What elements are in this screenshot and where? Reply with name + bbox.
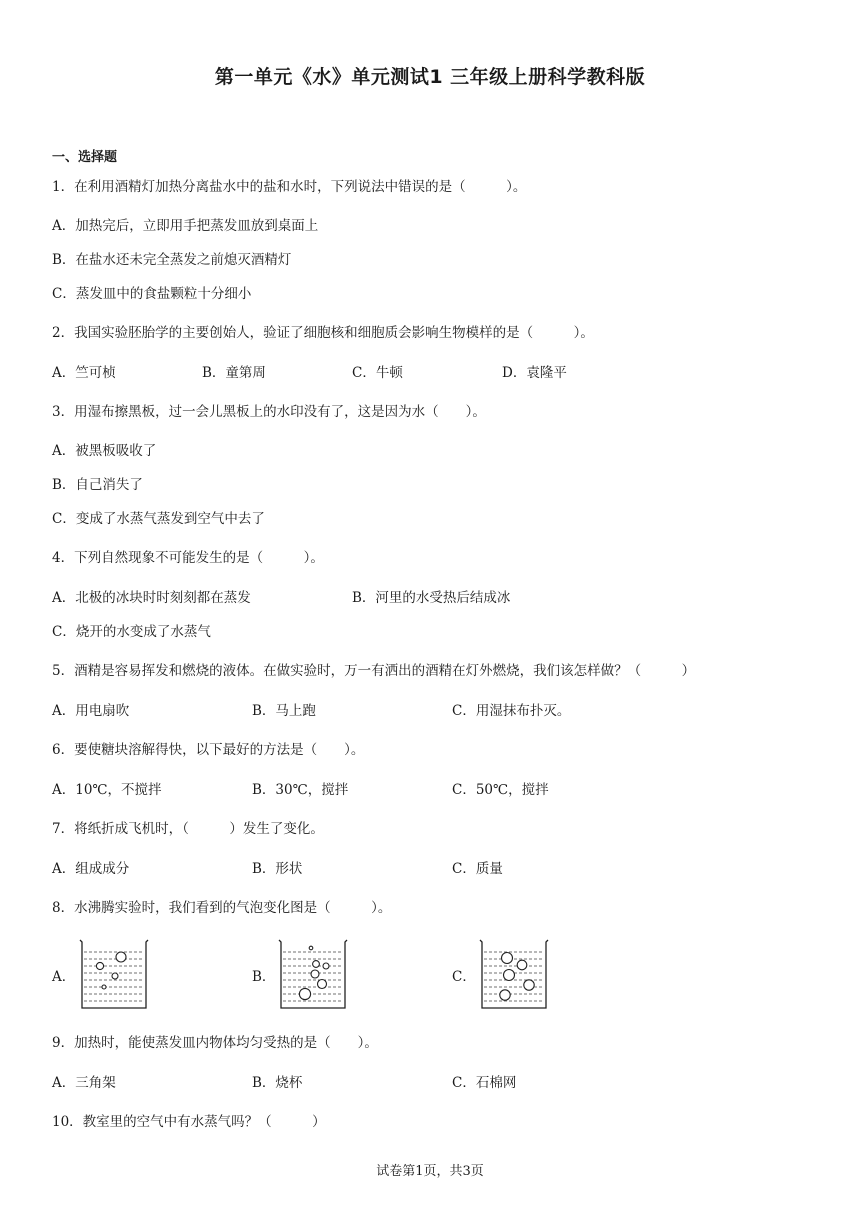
question-7-option-a[interactable]: A．组成成分 (52, 861, 130, 877)
question-9-option-c[interactable]: C．石棉网 (452, 1075, 517, 1091)
question-7-stem: 7．将纸折成飞机时，（ ）发生了变化。 (52, 821, 324, 837)
question-1-option-c[interactable]: C．蒸发皿中的食盐颗粒十分细小 (52, 286, 252, 302)
question-1-option-b[interactable]: B．在盐水还未完全蒸发之前熄灭酒精灯 (52, 252, 292, 268)
question-5-option-b[interactable]: B．马上跑 (252, 703, 316, 719)
question-8-option-a[interactable]: A． (52, 969, 76, 985)
question-4-option-a[interactable]: A．北极的冰块时时刻刻都在蒸发 (52, 590, 251, 606)
question-7-option-b[interactable]: B．形状 (252, 861, 303, 877)
question-3-option-c[interactable]: C．变成了水蒸气蒸发到空气中去了 (52, 511, 265, 527)
question-8-stem: 8．水沸腾实验时，我们看到的气泡变化图是（ ）。 (52, 900, 392, 916)
question-6-option-b[interactable]: B．30℃，搅拌 (252, 782, 349, 798)
question-8-option-c[interactable]: C． (452, 969, 476, 985)
question-8-option-b[interactable]: B． (252, 969, 276, 985)
page-title: 第一单元《水》单元测试1 三年级上册科学教科版 (214, 66, 646, 88)
question-7-option-c[interactable]: C．质量 (452, 861, 503, 877)
question-3-stem: 3．用湿布擦黑板，过一会儿黑板上的水印没有了，这是因为水（ ）。 (52, 404, 486, 420)
section-heading: 一、选择题 (52, 150, 118, 165)
question-6-option-a[interactable]: A．10℃，不搅拌 (52, 782, 162, 798)
question-6-option-c[interactable]: C．50℃，搅拌 (452, 782, 549, 798)
page-footer: 试卷第1页，共3页 (376, 1164, 484, 1179)
question-5-option-c[interactable]: C．用湿抹布扑灭。 (452, 703, 571, 719)
beaker-b-image (275, 938, 351, 1012)
question-5-stem: 5．酒精是容易挥发和燃烧的液体。在做实验时，万一有洒出的酒精在灯外燃烧，我们该怎样做？（ ） (52, 663, 696, 679)
question-2-option-b[interactable]: B．童第周 (202, 365, 266, 381)
question-6-stem: 6．要使糖块溶解得快，以下最好的方法是（ ）。 (52, 742, 365, 758)
question-10-stem: 10．教室里的空气中有水蒸气吗？（ ） (52, 1114, 326, 1130)
question-2-option-a[interactable]: A．竺可桢 (52, 365, 116, 381)
question-2-option-d[interactable]: D．袁隆平 (502, 365, 567, 381)
question-3-option-a[interactable]: A．被黑板吸收了 (52, 443, 157, 459)
question-2-option-c[interactable]: C．牛顿 (352, 365, 403, 381)
question-4-option-b[interactable]: B．河里的水受热后结成冰 (352, 590, 511, 606)
question-2-stem: 2．我国实验胚胎学的主要创始人，验证了细胞核和细胞质会影响生物模样的是（ ）。 (52, 325, 594, 341)
beaker-c-image (476, 938, 552, 1012)
question-1-stem: 1．在利用酒精灯加热分离盐水中的盐和水时，下列说法中错误的是（ ）。 (52, 179, 527, 195)
question-9-option-b[interactable]: B．烧杯 (252, 1075, 303, 1091)
question-5-option-a[interactable]: A．用电扇吹 (52, 703, 130, 719)
question-9-stem: 9．加热时，能使蒸发皿内物体均匀受热的是（ ）。 (52, 1035, 378, 1051)
question-1-option-a[interactable]: A．加热完后，立即用手把蒸发皿放到桌面上 (52, 218, 319, 234)
question-3-option-b[interactable]: B．自己消失了 (52, 477, 143, 493)
question-4-stem: 4．下列自然现象不可能发生的是（ ）。 (52, 550, 324, 566)
beaker-a-image (76, 938, 152, 1012)
question-4-option-c[interactable]: C．烧开的水变成了水蒸气 (52, 624, 211, 640)
question-9-option-a[interactable]: A．三角架 (52, 1075, 116, 1091)
